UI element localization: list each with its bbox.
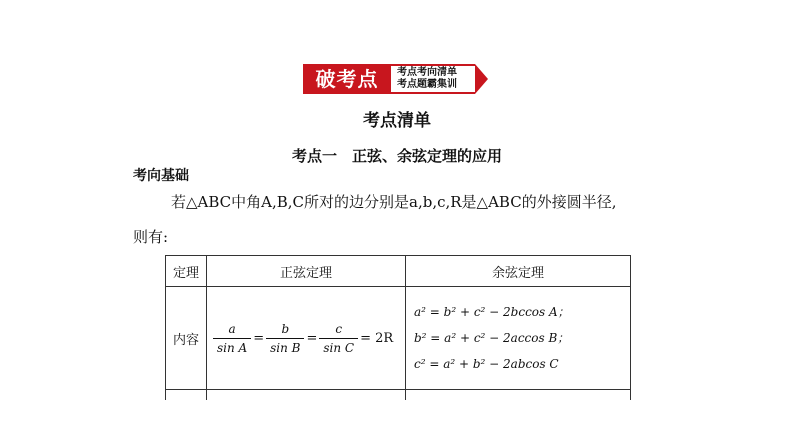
fraction-c <box>319 320 358 357</box>
numerator-a: a <box>213 320 251 339</box>
table-header-row <box>166 256 631 287</box>
banner-sub-line-2: 考点题霸集训 <box>397 79 457 90</box>
banner-main-label: 破考点 <box>303 64 391 94</box>
intro-paragraph-line-2: 则有: <box>133 228 169 246</box>
row-label: 内容 <box>166 287 207 390</box>
cosine-law-c: c² = a² + b² − 2abcos C <box>414 357 559 371</box>
table-row-empty <box>166 390 631 401</box>
header-theorem: 定理 <box>166 256 207 287</box>
fraction-a <box>213 320 251 357</box>
banner-sub-line-1: 考点考向清单 <box>397 67 457 78</box>
cosine-law-formulas <box>406 287 631 390</box>
cosine-law-a: a² = b² + c² − 2bccos A； <box>414 305 570 319</box>
banner-arrow-icon <box>475 64 488 94</box>
banner-sub-labels <box>391 64 475 94</box>
denominator-c: sin C <box>323 340 355 355</box>
page-title: 考点清单 <box>363 111 431 131</box>
denominator-b: sin B <box>270 340 301 355</box>
cosine-law-b: b² = a² + c² − 2accos B； <box>414 331 570 345</box>
header-cosine-law: 余弦定理 <box>406 256 631 287</box>
empty-cell <box>166 390 207 401</box>
intro-paragraph-line-1: 若△ABC中角A,B,C所对的边分别是a,b,c,R是△ABC的外接圆半径, <box>171 193 617 211</box>
theorem-table <box>165 255 631 400</box>
denominator-a: sin A <box>217 340 248 355</box>
table-row <box>166 287 631 390</box>
section-banner <box>303 64 486 94</box>
section-label: 考向基础 <box>133 168 189 184</box>
sine-law-formula: $\frac{a}{\text{sin A}}$ = $\frac{b}{\text{sin B}}$ = $\frac{c}{\text{sin C}}$ = 2R <box>207 287 406 390</box>
fraction-b <box>266 320 304 357</box>
numerator-c: c <box>319 320 358 339</box>
numerator-b: b <box>266 320 304 339</box>
topic-title: 考点一 正弦、余弦定理的应用 <box>291 147 502 165</box>
empty-cell <box>207 390 406 401</box>
empty-cell <box>406 390 631 401</box>
header-sine-law: 正弦定理 <box>207 256 406 287</box>
sine-law-rhs: = 2R <box>360 330 394 346</box>
